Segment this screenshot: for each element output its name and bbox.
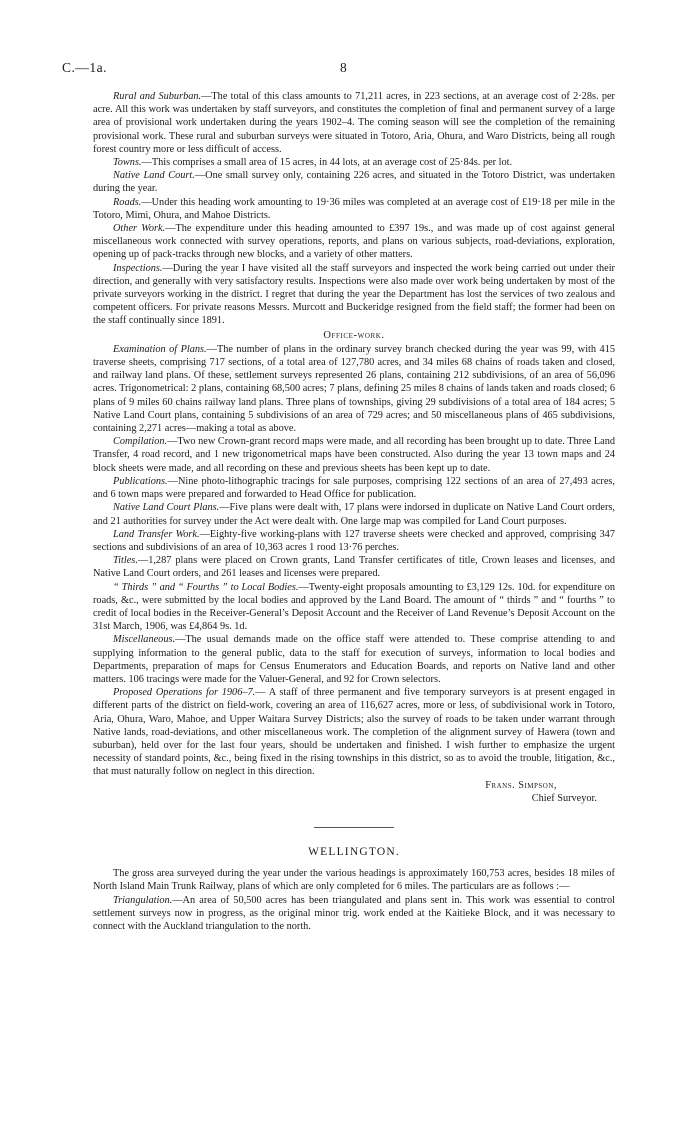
signoff-title: Chief Surveyor. [531,792,597,804]
paragraph-lead: Examination of Plans. [113,343,207,355]
paragraph-inspections [93,262,615,328]
paragraph-land-transfer-work [93,528,615,554]
paragraph-text: The gross area surveyed during the year under the various headings is approximately 160,753 acres, besides 18 miles of North Island Main Trunk Railway, plans of which are only completed for 6 miles. The particulars are as follows :— [93,868,615,893]
paragraph-text: —An area of 50,500 acres has been triangulated and plans sent in. This work was essential to control settlement surveys now in progress, as the original minor trig. work ended at the Kaitieke Block, and it was necessary to connect with the Auckland triangulation to the north. [93,894,615,932]
paragraph-lead: Other Work. [113,223,166,235]
paragraph-text: —The usual demands made on the office staff were attended to. These comprise attending to and supplying information to the general public, data to the staff for execution of surveys, information to local bodies and Departments, preparation of maps for Census Enumerators and Education Boards, and reports on Native land and other matters. 106 tracings were made for the Valuer-General, and 92 for Crown selectors. [93,634,615,685]
paragraph-roads [93,196,615,222]
paragraph-text: —Twenty-eight proposals amounting to £3,129 12s. 10d. for expenditure on roads, &c., were submitted by the local bodies and approved by the Land Board. The amount of “ thirds ” and “ fourths ” to credit of local bodies in the Receiver-General’s Deposit Account and the Receiver of Land Revenue’s Deposit Account on the 31st March, 1906, was £4,864 9s. 1d. [93,581,615,633]
paragraph-compilation [93,435,615,475]
paragraph-lead: Compilation. [113,436,168,448]
paragraph-text: —Two new Crown-grant record maps were made, and all recording has been brought up to date. Three Land Transfer, 4 road record, and 1 new trigonometrical maps have been constructed. Also during the year 13 town maps and 24 block sheets were made, and all recording on these and previous sheets has been kept up to date. [93,436,615,474]
paragraph-lead: Triangulation. [113,894,173,906]
paragraph-miscellaneous [93,633,615,686]
paragraph-lead: Miscellaneous. [113,634,176,646]
paragraph-native-land-court-plans [93,501,615,527]
paragraph-text: —Nine photo-lithographic tracings for sale purposes, comprising 122 sections of an area of 27,493 acres, and 6 town maps were prepared and forwarded to Head Office for publication. [93,475,615,501]
paragraph-proposed-operations [93,686,615,778]
paragraph-thirds-and-fourths [93,581,615,634]
paragraph-text: —The expenditure under this heading amounted to £397 19s., and was made up of cost against general miscellaneous work connected with survey operations, reports, and plans on various subjects, road-deviations, exploration, opening up of pack-tracks through new blocks, and a variety of other matters. [93,223,616,261]
paragraph-text: —This comprises a small area of 15 acres, in 44 lots, at an average cost of 25·84s. per lot. [141,157,513,169]
paragraph-text: —During the year I have visited all the staff surveyors and inspected the work being carried out under their direction, and generally with very satisfactory results. Inspections were also made over work being undertaken by most of the private surveyors working in the district. I regret that during the year the Department has lost the services of two zealous and competent officers. For private reasons Messrs. Murcott and Buckeridge resigned from the field staff; the former had been on the staff continually since 1891. [93,262,615,327]
paragraph-text: — A staff of three permanent and five temporary surveyors is at present engaged in different parts of the district on field-work, covering an area of 116,627 acres, more or less, of subdivisional work in Totoro, Aria, Ohura, Waro, Mahoe, and Upper Waitara Survey Districts; also the survey of roads to be taken under warrant through Native lands, road-deviations, and other miscellaneous work. The completion of the alignment survey of Hawera (town and suburban), held over for the last four years, should be undertaken and finished. I wish further to emphasize the urgent necessity of standard points, &c., being fixed in the rising townships in this district, so as to avoid the trouble, litigation, &c., that must naturally follow on neglect in this direction. [93,687,615,778]
paragraph-publications [93,475,615,501]
paragraph-titles [93,554,615,580]
paragraph-lead: Land Transfer Work. [113,528,200,540]
paragraph-text: —Eighty-five working-plans with 127 traverse sheets were checked and approved, comprising 347 sections and subdivisions of an area of 10,363 acres 1 rood 13·76 perches. [93,528,615,553]
paragraph-lead: Towns. [113,157,142,169]
paragraph-lead: Native Land Court. [113,170,195,182]
paragraph-triangulation [93,894,615,934]
section-divider [314,827,394,828]
paragraph-text: —The number of plans in the ordinary survey branch checked during the year was 99, with 415 traverse sheets, comprising 717 sections, of a total area of 127,780 acres, and 34 miles 68 chains of roads taken and closed, and railway land plans. Of these, settlement surveys represented 26 plans, containing 212 subdivisions, of an area of 56,096 acres. Trigonometrical: 2 plans, containing 68,500 acres; 7 plans, defining 25 miles 8 chains of lands taken and roads closed; 6 plans of 9 miles 60 chains railway land plans. Three plans of townships, giving 29 subdivisions of a total area of 184 acres; 5 Native Land Court plans, containing 5 subdivisions of an area of 729 acres; and 50 miscellaneous plans of 465 subdivisions, containing 2,271 acres—making a total as above. [93,343,615,435]
paragraph-other-work [93,222,615,262]
paragraph-lead: Proposed Operations for 1906–7. [113,687,256,699]
paragraph-examination-of-plans [93,343,615,435]
paragraph-wellington-intro [93,867,615,893]
page-number: 8 [340,60,347,75]
paragraph-lead: Rural and Suburban. [113,91,202,102]
document-reference: C.—1a. [62,60,107,75]
paragraph-lead: Inspections. [113,262,163,274]
paragraph-text: —Five plans were dealt with, 17 plans were indorsed in duplicate on Native Land Court orders, and 21 authorities for survey under the Act were dealt with. One large map was compiled for Land Court purposes. [93,502,615,527]
page-header [62,60,622,80]
paragraph-lead: “ Thirds ” and “ Fourths ” to Local Bodies. [113,581,299,593]
paragraph-text: —Under this heading work amounting to 19·36 miles was completed at an average cost of £19·18 per mile in the Totoro, Mimi, Ohura, and Mahoe Districts. [93,196,615,221]
district-heading-wellington: WELLINGTON. [308,845,400,858]
paragraph-lead: Roads. [113,196,142,208]
paragraph-rural-suburban [93,90,615,156]
signoff [93,779,615,805]
paragraph-text: —The total of this class amounts to 71,211 acres, in 223 sections, at an average cost of 2·28s. per acre. All this work was undertaken by staff surveyors, and constitutes the completion of final and permanent survey of a large area of provisional work undertaken during the years 1902–4. The coming season will see the completion of the remaining provisional work. These rural and suburban surveys were situated in Totoro, Aria, Ohura, and Waro Districts, being all rough forest country more or less difficult of access. [93,91,615,155]
paragraph-towns [93,156,615,169]
paragraph-text: —1,287 plans were placed on Crown grants, Land Transfer certificates of title, Crown leases and licenses, and Native Land Court orders, and 261 leases and licenses were prepared. [93,555,615,580]
paragraph-text: —One small survey only, containing 226 acres, and situated in the Totoro District, was undertaken during the year. [93,170,615,195]
paragraph-lead: Publications. [113,475,168,487]
paragraph-lead: Titles. [113,555,138,567]
page-body [93,90,615,933]
paragraph-native-land-court [93,169,615,195]
section-heading-office-work: Office-work. [323,329,385,341]
signoff-name: Frans. Simpson, [485,779,557,791]
paragraph-lead: Native Land Court Plans. [113,502,220,514]
